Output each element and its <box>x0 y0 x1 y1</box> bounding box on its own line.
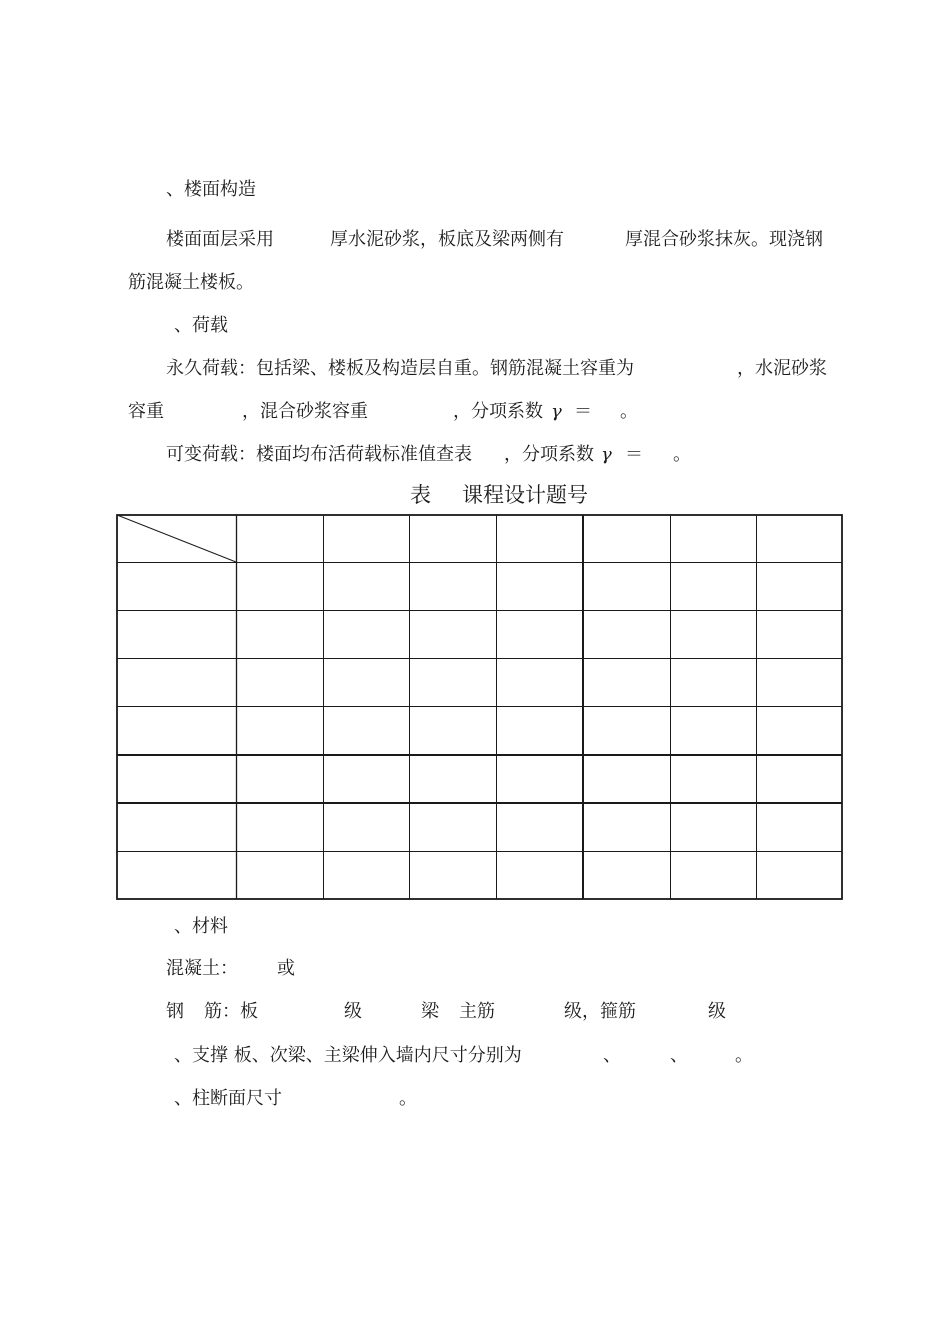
support-separator: 、 <box>670 1045 688 1066</box>
floor-construction-heading: 、楼面构造 <box>166 179 256 200</box>
floor-construction-line-2: 筋混凝土楼板。 <box>128 272 254 293</box>
table-diagonal-header <box>117 515 236 562</box>
materials-heading: 、材料 <box>174 916 228 937</box>
variable-load-text: 可变荷载：楼面均布活荷载标准值查表 <box>166 444 472 465</box>
equals-sign: ＝ <box>625 444 643 465</box>
gamma-symbol: γ <box>551 401 562 422</box>
main-rebar-label: 主筋 <box>459 1001 495 1022</box>
column-section-text: 、柱断面尺寸 <box>174 1088 282 1109</box>
support-text: 、支撑 板、次梁、主梁伸入墙内尺寸分别为 <box>174 1045 522 1066</box>
period: 。 <box>735 1045 753 1066</box>
permanent-load-text: 永久荷载：包括梁、楼板及构造层自重。钢筋混凝土容重为 <box>166 358 634 379</box>
unit-weight-label: 容重 <box>128 401 164 422</box>
cement-mortar-label: ，水泥砂浆 <box>737 358 827 379</box>
stirrup-label: 级，箍筋 <box>564 1001 636 1022</box>
gamma-symbol: γ <box>601 444 612 465</box>
period: 。 <box>399 1088 417 1109</box>
slab-grade: 级 <box>344 1001 362 1022</box>
partial-factor-label: ，分项系数 <box>453 401 543 422</box>
steel-label-1: 钢 <box>166 1001 184 1022</box>
steel-label-2: 筋：板 <box>204 1001 258 1022</box>
period: 。 <box>673 444 691 465</box>
stirrup-grade: 级 <box>708 1001 726 1022</box>
design-number-table <box>116 514 843 900</box>
floor-layer-text: 楼面面层采用 <box>166 229 274 250</box>
concrete-label: 混凝土： <box>166 958 238 979</box>
table-caption-title: 课程设计题号 <box>462 483 588 507</box>
mixed-mortar-weight-label: ，混合砂浆容重 <box>242 401 368 422</box>
mixed-mortar-text: 厚混合砂浆抹灰。现浇钢 <box>625 229 823 250</box>
equals-sign: ＝ <box>574 401 592 422</box>
period: 。 <box>620 401 638 422</box>
beam-label: 梁 <box>421 1001 439 1022</box>
loads-heading: 、荷载 <box>174 315 228 336</box>
concrete-or: 或 <box>277 958 295 979</box>
cement-mortar-text: 厚水泥砂浆，板底及梁两侧有 <box>330 229 564 250</box>
support-separator: 、 <box>603 1045 621 1066</box>
variable-partial-factor-label: ，分项系数 <box>504 444 594 465</box>
table-caption-prefix: 表 <box>410 483 431 507</box>
